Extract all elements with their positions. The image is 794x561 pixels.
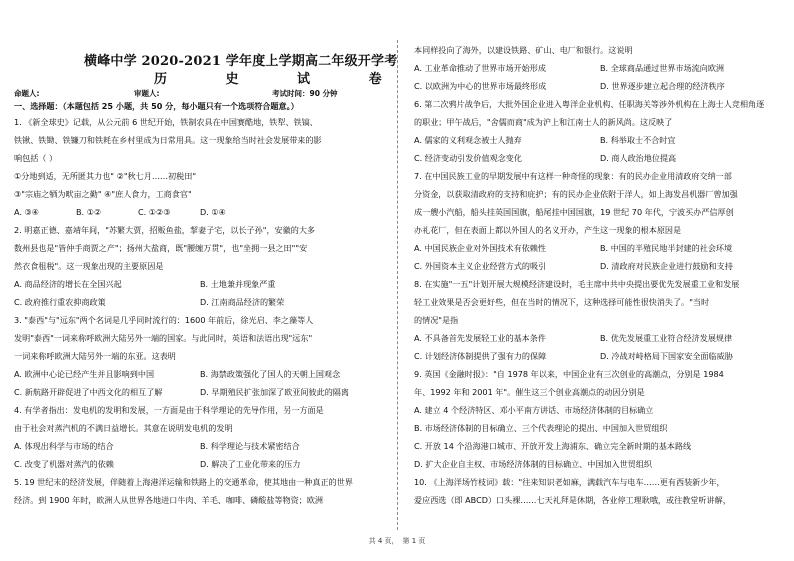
q5-options-row [414, 81, 786, 92]
option-c: C. 经济变动引发价值观念变化 [414, 153, 522, 163]
q3-line: 一词来称呼欧洲大陆另外一端的东亚。这表明 [14, 351, 176, 361]
section-title: 一、选择题：（本题包括 25 小题，共 50 分，每小题只有一个选项符合题意。） [14, 101, 299, 111]
exam-title: 横峰中学 2020-2021 学年度上学期高二年级开学考 [84, 54, 398, 69]
q2-line: 2. 明嘉正德、嘉靖年间，"苏繁大贾，招贩鱼盐，挈妻子宅，以长子孙"，安徽的大多 [14, 225, 316, 235]
q4-options-row [14, 441, 386, 452]
q8-options-row [414, 351, 786, 362]
option-c: C. 改变了机器对蒸汽的依赖 [14, 459, 114, 469]
q8-options-row [414, 333, 786, 344]
q1-statements: ①分地到适，无所匿其力也" ②"秋七月……初税田" [14, 171, 197, 181]
q3-options-row [14, 387, 386, 398]
q5-line: 5. 19 世纪末的经济发展，伴随着上海港洋运输和铁路上的交通革命，使其地由一种真正的世界 [14, 477, 353, 487]
option-d: D. 早期殖民扩张加深了欧亚间彼此的隔离 [200, 387, 349, 397]
option-b: B. 全球商品通过世界市场流向欧洲 [600, 63, 725, 73]
q3-line: 发明"泰西"一词来称呼欧洲大陆另外一端的国家。与此同时，英语和法语出现"远东" [14, 333, 313, 343]
option-b: B. 中国的半殖民地半封建的社会环境 [600, 243, 733, 253]
option-d: D. 世界逐步建立起合理的经济秩序 [600, 81, 725, 91]
option-c: C. 计划经济体制提供了强有力的保障 [414, 351, 547, 361]
q6-options-row [414, 135, 786, 146]
q6-line: 6. 第二次鸦片战争后，大批外国企业进入粤洋企业机构、任职海关等涉外机构在上海士人竞相角逐 [414, 99, 765, 109]
option-a: A. ③④ [14, 207, 40, 217]
q2-line: 然衣食租税"。这一现象出现的主要原因是 [14, 261, 164, 271]
q4-options-row [14, 459, 386, 470]
q7-line: 分资金，以获取清政府的支持和庇护；有的民办企业依附于洋人，如上海发昌机器厂曾加强 [414, 189, 738, 199]
option-c: C. 以欧洲为中心的世界市场最终形成 [414, 81, 547, 91]
time-label: 考试时间：90 分钟 [272, 89, 338, 98]
q4-line: 由于社会对蒸汽机的不满日益增长。其意在说明发电机的发明 [14, 423, 233, 433]
q2-options-row [14, 297, 386, 308]
q2-line: 数州县也是"皆仲手商贾之产"；扬州大盐商，既"腰缠万贯"，也"坐拥一县之田""安 [14, 243, 308, 253]
option-b: B. 土地兼并现象严重 [200, 279, 276, 289]
q9-line: 9. 英国《金融时报》："自 1978 年以来，中国企业有三次创业的高潮点，分别是 1984 [414, 369, 724, 379]
option-b: B. ①② [76, 207, 102, 217]
option-b: B. 科举取士不合时宜 [600, 135, 676, 145]
q9-option-c: C. 开放 14 个沿海港口城市、开放开发上海浦东、确立完全新时期的基本路线 [414, 441, 692, 451]
option-a: A. 欧洲中心论已经产生并且影响到中国 [14, 369, 155, 379]
option-c: C. 政府推行重农抑商政策 [14, 297, 106, 307]
q6-options-row [414, 153, 786, 164]
q9-line: 年、1992 年和 2001 年"。催生这三个创业高潮点的动因分别是 [414, 387, 645, 397]
q6-line: 的职业；甲午战后，"舍儒而商"成为沪上和江南士人的新风尚。这反映了 [414, 117, 673, 127]
q8-line: 轻工业效果是否会更好些，但在当时的情况下，这种选择可能性很快消失了。"当时 [414, 297, 710, 307]
option-d: D. ①④ [200, 207, 226, 217]
option-b: B. 科学理论与技术紧密结合 [200, 441, 300, 451]
option-c: C. 新航路开辟促进了中西文化的相互了解 [14, 387, 163, 397]
option-b: B. 海禁政策强化了国人的天朝上国观念 [200, 369, 341, 379]
q10-line: 爱应西选（即 ABCD）口头裸……七天礼拜是休期，各业停工理耿哦，或往教堂听讲解， [414, 495, 731, 505]
q3-options-row [14, 369, 386, 380]
q9-option-a: A. 建立 4 个经济特区、邓小平南方讲话、市场经济体制的目标确立 [414, 405, 654, 415]
option-d: D. 清政府对民族企业进行鼓励和支持 [600, 261, 733, 271]
option-a: A. 儒家的义利观念被士人抛弃 [414, 135, 522, 145]
q5-options-row [414, 63, 786, 74]
q3-line: 3. "泰西"与"远东"两个名词是几乎同时流行的：1600 年前后，徐光启、李之藻等人 [14, 315, 314, 325]
q5-line: 经济。到 1900 年时，欧洲人从世界各地进口牛肉、羊毛、咖啡、磷酸盐等物资；欧洲 [14, 495, 324, 505]
q2-options-row [14, 279, 386, 290]
q10-line: 10. 《上海洋场竹枝词》载："往来知识老如麻，满载汽车与电车……更有西装新少年， [414, 477, 725, 487]
q1-statements: ③"宗庙之牺为畎亩之勤" ④"庶人食力，工商食官" [14, 189, 192, 199]
author-label: 命题人: [14, 89, 40, 98]
q1-options [14, 207, 386, 218]
option-a: A. 中国民族企业对外国技术有依赖性 [414, 243, 546, 253]
q7-options-row [414, 243, 786, 254]
exam-subject: 历 史 试 卷 [154, 72, 398, 87]
q5-line: 本同样投向了海外，以建设铁路、矿山、电厂和银行。这说明 [414, 45, 633, 55]
q8-line: 8. 在实施"一五"计划开展大规模经济建设时，毛主席中共中央提出要优先发展重工业和发展 [414, 279, 740, 289]
option-a: A. 工业革命推动了世界市场开始形成 [414, 63, 546, 73]
option-d: D. 商人政治地位提高 [600, 153, 677, 163]
option-b: B. 优先发展重工业符合经济发展规律 [600, 333, 733, 343]
option-d: D. 江南商品经济的繁荣 [200, 297, 285, 307]
q9-option-d: D. 扩大企业自主权、市场经济体制的目标确立、中国加入世贸组织 [414, 459, 653, 469]
option-c: C. 外国资本主义企业经营方式的吸引 [414, 261, 547, 271]
option-a: A. 不具备首先发展轻工业的基本条件 [414, 333, 546, 343]
q1-line: 响包括（ ） [14, 153, 58, 163]
q1-line: 1. 《新全球史》记载，从公元前 6 世纪开始，铁制农具在中国赛酷地，铁犁、铁镐、 [14, 117, 318, 127]
option-a: A. 商品经济的增长在全国兴起 [14, 279, 122, 289]
page-current: 第 1 页 [402, 537, 426, 545]
option-d: D. 解决了工业化带来的压力 [200, 459, 301, 469]
q8-line: 的情况"是指 [414, 315, 459, 325]
column-divider [397, 40, 398, 530]
q7-line: 办礼花厂，但在表面上都以外国人的名义开办，产生这一现象的根本原因是 [414, 225, 682, 235]
q1-line: 铁锹、铁锄、铁镰刀和铁耗在乡村里成为日常用具。这一现象给当时社会发展带来的影 [14, 135, 322, 145]
q9-option-b: B. 市场经济体制的目标确立、三个代表理论的提出、中国加入世贸组织 [414, 423, 668, 433]
q7-line: 成一艘小汽船，船头挂英国国旗，船尾挂中国国旗，19 世纪 70 年代，宁波买办严信厚创 [414, 207, 734, 217]
page-total: 共 4 页， [368, 537, 399, 545]
q7-options-row [414, 261, 786, 272]
option-c: C. ①②③ [138, 207, 171, 217]
q7-line: 7. 在中国民族工业的早期发展中有这样一种奇怪的现象：有的民办企业用清政府交纳一部 [414, 171, 732, 181]
q4-line: 4. 有学者指出：发电机的发明和发展，一方面是由于科学理论的先导作用，另一方面是 [14, 405, 324, 415]
option-d: D. 冷战对峙格局下国家安全面临威胁 [600, 351, 733, 361]
option-a: A. 体现出科学与市场的结合 [14, 441, 114, 451]
page-footer [0, 536, 794, 546]
reviewer-label: 审题人: [134, 89, 160, 98]
